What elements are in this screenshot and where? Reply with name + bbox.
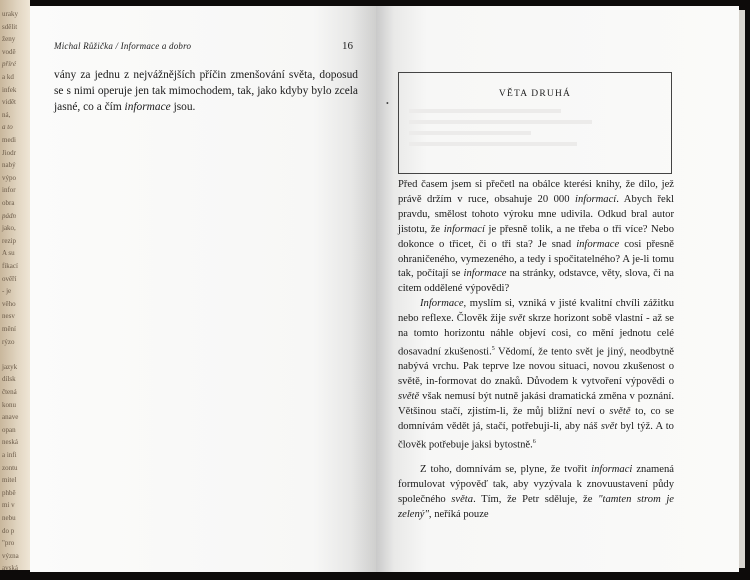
underlying-page-fragment: vodě [2, 47, 16, 56]
underlying-page-fragment: mění [2, 325, 16, 333]
underlying-page-fragment: nebu [2, 514, 16, 522]
underlying-page-fragment: vidět [2, 98, 16, 107]
left-line-3-end: jsou. [170, 100, 196, 113]
underlying-page-fragment: uraky [2, 10, 18, 18]
underlying-page-edge [0, 0, 30, 570]
left-line-1: vány za jednu z nejvážnějších příčin zmenšování světa, [54, 69, 316, 81]
underlying-page-fragment: mitel [2, 476, 17, 485]
underlying-page-fragment: infek [2, 85, 17, 94]
underlying-page-fragment: a kd [2, 73, 14, 81]
underlying-page-fragment: - je [2, 287, 12, 296]
right-page-text [398, 178, 674, 523]
underlying-page-fragment: "pro [2, 539, 15, 548]
underlying-page-fragment: ná, [2, 110, 11, 119]
chapter-title: VĚTA DRUHÁ [498, 89, 572, 99]
paragraph-3: Z toho, domnívám se, plyne, že tvořit informaci znamená formulovat výpověď tak, aby vyzývala k znovuustavení půdy společného světa. Tím, že Petr sděluje, že "tamten strom je zelený", neříká pouze [398, 464, 674, 521]
underlying-page-fragment: medi [2, 136, 16, 144]
right-page-edge [739, 10, 745, 568]
underlying-page-fragment: význa [2, 551, 19, 560]
underlying-page-fragment: příré [2, 60, 16, 69]
underlying-page-fragment: a infi [2, 451, 17, 459]
underlying-page-fragment: rýzo [2, 337, 15, 346]
underlying-page-fragment: pádn [2, 211, 16, 220]
underlying-page-fragment: nesv [2, 312, 15, 321]
underlying-page-fragment: věho [2, 299, 16, 308]
underlying-page-fragment: obra [2, 199, 15, 207]
underlying-page-fragment: do p [2, 526, 15, 535]
underlying-page-fragment: čtená [2, 388, 17, 396]
underlying-page-fragment: opan [2, 425, 16, 434]
underlying-page-fragment: jazyk [2, 362, 18, 371]
underlying-page-fragment: zontu [2, 463, 18, 472]
footnote-5: 5 [491, 345, 495, 352]
margin-mark: • [386, 99, 389, 108]
underlying-page-fragment: konu [2, 400, 16, 409]
underlying-page-fragment: A su [2, 249, 15, 258]
left-line-3-italic: informace [124, 100, 171, 113]
left-page-text [54, 68, 358, 115]
underlying-page-fragment: neská [2, 438, 18, 447]
underlying-page-fragment: výpo [2, 173, 16, 182]
footnote-6: 6 [532, 438, 536, 445]
underlying-page-fragment: ženy [2, 35, 16, 44]
underlying-page-fragment: nabý [2, 161, 16, 170]
left-line-2: doposud se s nimi operuje jen tak mimochodem, tak, [54, 69, 358, 97]
underlying-page-fragment: a to [2, 123, 13, 132]
underlying-page-fragment: phbě [2, 488, 16, 497]
underlying-page-fragment: infor [2, 186, 16, 195]
chapter-title-box [398, 72, 672, 174]
underlying-page-fragment: anave [2, 413, 19, 422]
running-head: Michal Růžička / Informace a dobro [54, 41, 192, 51]
underlying-page-fragment: mi v [2, 501, 15, 510]
paragraph-1: Před časem jsem si přečetl na obálce kterési knihy, že dílo, jež právě držím v ruce, obsahuje 20 000 informací. Abych řekl pravdu, smělost tohoto výroku mne udivila. Odkud bral autor jistotu, že informací je přesně tolik, a ne třeba o tři více? Nebo dokonce o třicet, či o tři sta? Je snad informace cosi přesně ohraničeného, vymezeného, a tedy i spočitatelného? A je-li tomu tak, počítají se informace na stránky, odstavce, věty, slova, či na citem oddělené výpovědi? [398, 179, 675, 295]
underlying-page-fragment: avská [2, 564, 18, 570]
underlying-page-fragment: Jiodr [2, 148, 16, 157]
underlying-page-fragment: rezip [2, 236, 16, 245]
show-through-lines [409, 109, 663, 153]
underlying-page-fragment: ověří [2, 274, 17, 283]
paragraph-2: Informace, myslím si, vzniká v jisté kvalitní chvíli zážitku nebo reflexe. Člověk žije svět skrze horizont sobě vlastní - až se na tomto horizontu náhle objeví cosi, co mění jednotu celé dosavadní zkušenosti.$^5$ Vědomí, že tento svět je jiný, neodbytně nabývá vrchu. Pak teprve lze novou situaci, novou zkušenost o světě, in-formovat do znaků. Důvodem k vytvoření výpovědi o světě však nemusí být nutně jakási dramatická změna v poznání. Většinou stačí, zjistím-li, že můj bližní neví o světě to, co se domnívám vědět já, stačí, potřebuji-li, aby náš svět byl týž. A to člověk potřebuje jaksi bytostně.$^6$ [398, 298, 674, 451]
underlying-page-fragment: sdělit [2, 22, 18, 31]
left-line-3: jako kdyby bylo zcela jasné, co a čím [54, 84, 358, 113]
underlying-page-fragment: jako, [2, 224, 16, 233]
underlying-page-fragment: fikací [2, 262, 18, 270]
underlying-page-fragment: dílsk [2, 375, 16, 384]
page-number: 16 [342, 40, 353, 52]
